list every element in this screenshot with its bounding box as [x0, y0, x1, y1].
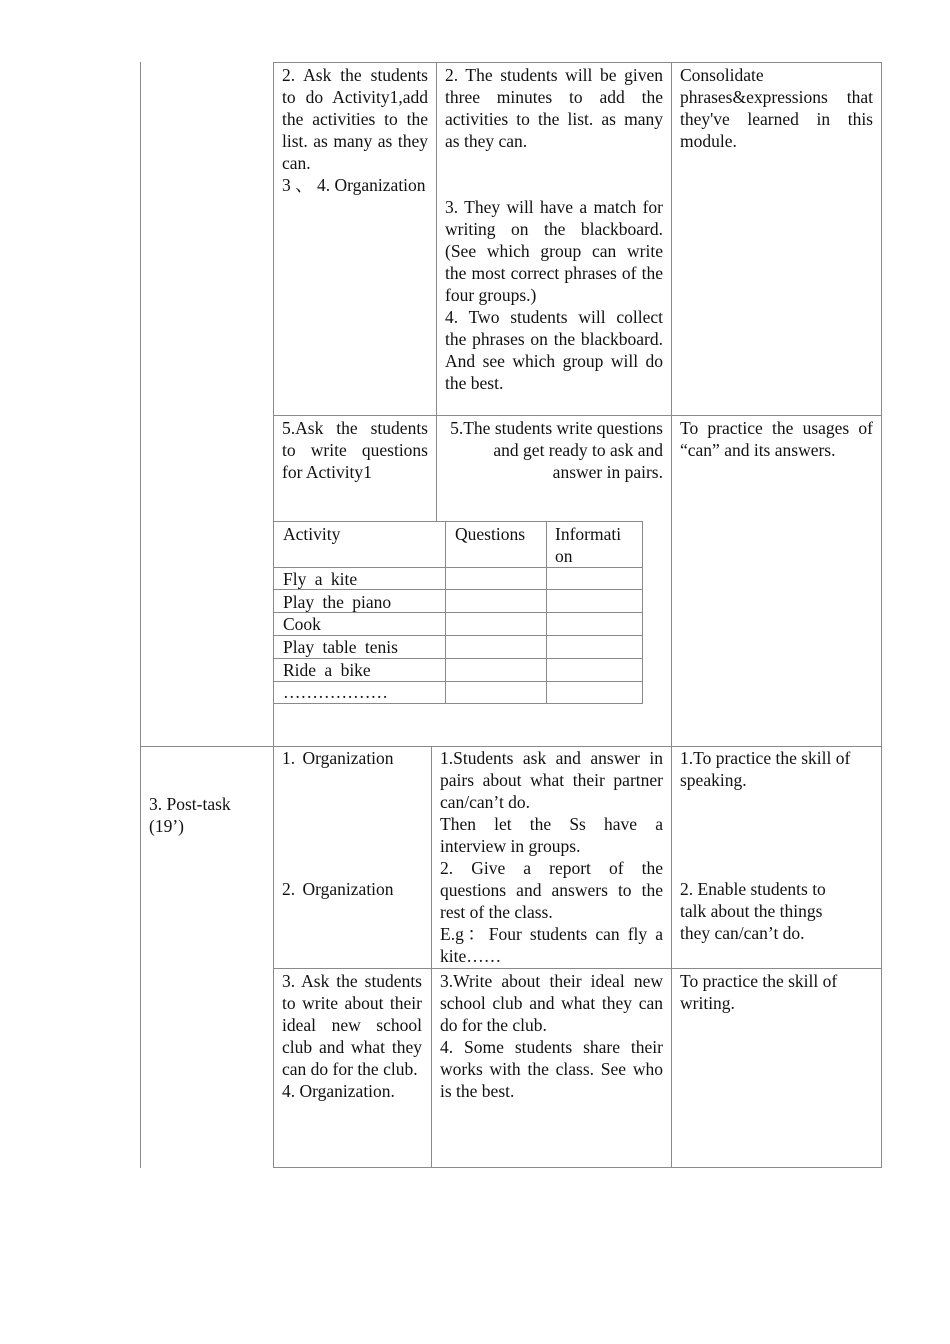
activity-table-line: [445, 521, 446, 704]
activity-row-ellipsis: ………………: [283, 682, 388, 702]
column-divider-purpose: [671, 62, 672, 1168]
activity-table-line: [273, 521, 643, 522]
activity-header-activity: Activity: [283, 524, 341, 544]
table-left-border: [140, 62, 141, 1168]
activity-header-information: Informati on: [555, 524, 622, 566]
activity-row-cook: Cook: [283, 614, 321, 634]
column-divider-students-top: [436, 62, 437, 521]
post-task-a-students-cell: [440, 747, 663, 967]
row1-students-step4: 4. Two students will collect the phrases on the blackboard. And see which group will do the best.: [445, 307, 663, 393]
post-task-b-students-4: 4. Some students share their works with the class. See who is the best.: [440, 1037, 663, 1101]
activity-table-line: [546, 521, 547, 704]
post-task-b-purpose-cell: [680, 970, 876, 1014]
post-task-stage-text: 3. Post-task (19’): [149, 794, 231, 836]
row1-teacher-step2: 2. Ask the students to do Activity1,add the activities to the list. as many as they can.: [282, 65, 428, 173]
post-task-b-students-3: 3.Write about their ideal new school club and what they can do for the club.: [440, 971, 663, 1035]
post-task-a-students-2: Then let the Ss have a interview in groups.: [440, 814, 663, 856]
activity-header-questions: Questions: [455, 524, 525, 544]
row2-students-text: 5.The students write questions and get ready to ask and answer in pairs.: [450, 418, 663, 482]
row1-purpose-text: Consolidate phrases&expressions that they've learned in this module.: [680, 65, 873, 151]
row2-students-cell: [445, 417, 663, 483]
row1-students-step3: 3. They will have a match for writing on the blackboard. (See which group can write the most correct phrases of the four groups.): [445, 197, 663, 305]
post-task-a-students-4: E.g：Four students can fly a kite……: [440, 924, 663, 966]
post-task-b-purpose-text: To practice the skill of writing.: [680, 971, 838, 1013]
post-task-a-students-1: 1.Students ask and answer in pairs about what their partner can/can’t do.: [440, 748, 663, 812]
post-task-a-purpose-1: 1.To practice the skill of speaking.: [680, 748, 851, 790]
activity-row-play-piano: Play the piano: [283, 592, 392, 612]
column-divider-stage: [273, 62, 274, 1168]
row1-teacher-cell: [282, 64, 428, 196]
column-divider-students-bottom: [431, 746, 432, 1168]
activity-row-ride-bike: Ride a bike: [283, 660, 371, 680]
row2-teacher-cell: [282, 417, 428, 483]
post-task-b-students-cell: [440, 970, 663, 1102]
row1-purpose-cell: [680, 64, 873, 152]
row1-teacher-step34: 3 、 4. Organization: [282, 175, 426, 195]
post-task-a-purpose-cell: [680, 747, 876, 943]
post-task-b-teacher-cell: [282, 970, 422, 1102]
row-divider-3: [431, 968, 882, 969]
row-divider-3-left: [273, 968, 432, 969]
post-task-a-students-3: 2. Give a report of the questions and answers to the rest of the class.: [440, 858, 663, 922]
post-task-a-teacher-1: 1. Organization: [282, 748, 394, 768]
row2-teacher-text: 5.Ask the students to write questions for Activity1: [282, 418, 428, 482]
table-right-border: [881, 62, 882, 1168]
row2-purpose-text: To practice the usages of “can” and its answers.: [680, 418, 873, 460]
row1-students-cell: [445, 64, 663, 394]
activity-row-fly-kite: Fly a kite: [283, 569, 358, 589]
post-task-a-teacher-2: 2. Organization: [282, 879, 394, 899]
activity-table-line: [642, 521, 643, 704]
activity-table-line: [273, 703, 643, 704]
activity-row-table-tennis: Play table tenis: [283, 637, 398, 657]
post-task-b-teacher-4: 4. Organization.: [282, 1081, 395, 1101]
table-bottom-border: [273, 1167, 882, 1168]
row-divider-1: [273, 415, 882, 416]
post-task-b-teacher-3: 3. Ask the students to write about their ideal new school club and what they can do for the club.: [282, 971, 422, 1079]
row2-purpose-cell: [680, 417, 873, 461]
table-top-border: [273, 62, 882, 63]
post-task-stage-label: [149, 793, 259, 837]
post-task-a-purpose-2: 2. Enable students to talk about the things they can/can’t do.: [680, 879, 826, 943]
post-task-a-teacher-cell: [282, 747, 422, 899]
row1-students-step2: 2. The students will be given three minutes to add the activities to the list. as many as they can.: [445, 65, 663, 151]
